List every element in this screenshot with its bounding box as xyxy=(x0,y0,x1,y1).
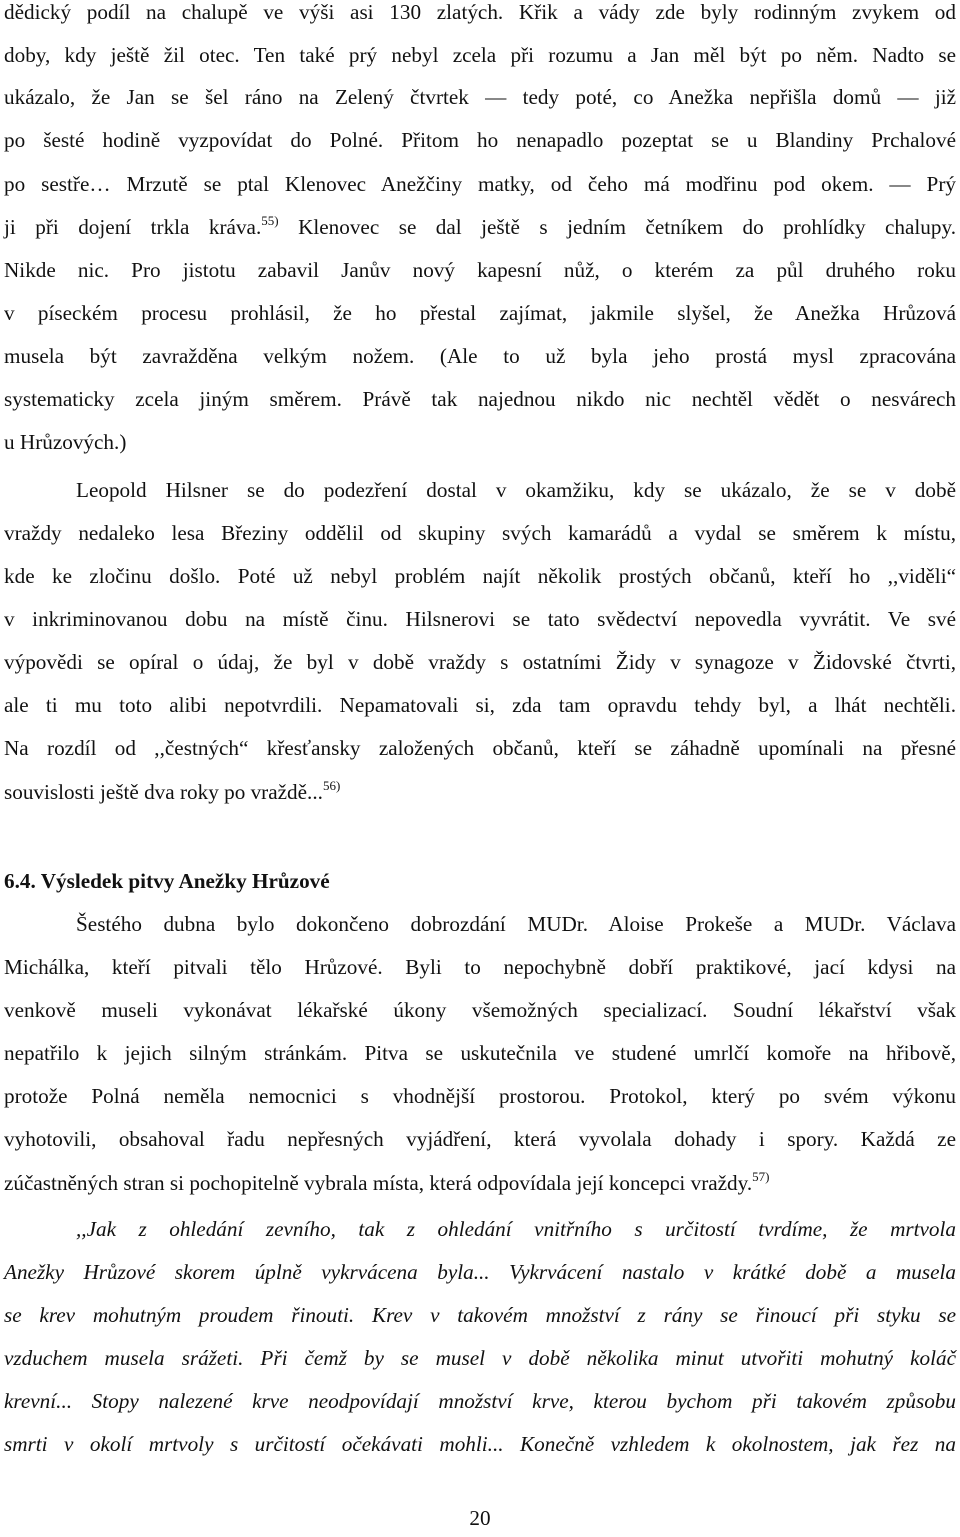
text-line: v inkriminovanou dobu na místě činu. Hilsnerovi se tato svědectví nepovedla vyvrátit. Ve své xyxy=(4,607,956,631)
text-line: ale ti mu toto alibi nepotvrdili. Nepamatovali si, zda tam opravdu tehdy byl, a lhát nechtěli. xyxy=(4,693,956,717)
text-line-with-footnote xyxy=(4,777,956,807)
quote-line: Anežky Hrůzové skorem úplně vykrvácena byla... Vykrvácení nastalo v krátké době a musela xyxy=(4,1260,956,1284)
quote-line: ,,Jak z ohledání zevního, tak z ohledání vnitřního s určitostí tvrdíme, že mrtvola xyxy=(76,1217,956,1241)
text-line: protože Polná neměla nemocnici s vhodnější prostorou. Protokol, který po svém výkonu xyxy=(4,1084,956,1108)
quote-line: vzduchem musela srážeti. Při čemž by se musel v době několika minut utvořiti mohutný koláč xyxy=(4,1346,956,1370)
quote-line: se krev mohutným proudem řinouti. Krev v takovém množství z rány se řinoucí při styku se xyxy=(4,1303,956,1327)
text-line: dědický podíl na chalupě ve výši asi 130 zlatých. Křik a vády zde byly rodinným zvykem od xyxy=(4,0,956,24)
text-fragment: souvislosti ještě dva roky po vraždě... xyxy=(4,780,323,804)
text-line: Nikde nic. Pro jistotu zabavil Janův nový kapesní nůž, o kterém za půl druhého roku xyxy=(4,258,956,282)
text-line: vraždy nedaleko lesa Březiny oddělil od skupiny svých kamarádů a vydal se směrem k místu, xyxy=(4,521,956,545)
section-title: Výsledek pitvy Anežky Hrůzové xyxy=(40,869,330,893)
text-line: Na rozdíl od ,,čestných“ křesťansky založených občanů, kteří se záhadně upomínali na přesné xyxy=(4,736,956,760)
text-line: Šestého dubna bylo dokončeno dobrozdání MUDr. Aloise Prokeše a MUDr. Václava xyxy=(76,912,956,936)
quote-line: krevní... Stopy nalezené krve neodpovídají množství krve, kterou bychom při takovém způsobu xyxy=(4,1389,956,1413)
text-line: Leopold Hilsner se do podezření dostal v okamžiku, kdy se ukázalo, že se v době xyxy=(76,478,956,502)
text-line: ukázalo, že Jan se šel ráno na Zelený čtvrtek — tedy poté, co Anežka nepřišla domů — již xyxy=(4,85,956,109)
text-fragment: Klenovec se dal ještě s jedním četníkem do prohlídky chalupy. xyxy=(278,215,956,239)
text-line: v píseckém procesu prohlásil, že ho přestal zajímat, jakmile slyšel, že Anežka Hrůzová xyxy=(4,301,956,325)
text-line: doby, kdy ještě žil otec. Ten také prý nebyl zcela při rozumu a Jan měl být po něm. Nadto se xyxy=(4,43,956,67)
text-line: nepatřilo k jejich silným stránkám. Pitva se uskutečnila ve studené umrlčí komoře na hřibově, xyxy=(4,1041,956,1065)
text-line: u Hrůzových.) xyxy=(4,430,127,454)
text-line: systematicky zcela jiným směrem. Právě tak najednou nikdo nic nechtěl vědět o nesvárech xyxy=(4,387,956,411)
text-line: musela být zavražděna velkým nožem. (Ale to už byla jeho prostá mysl zpracována xyxy=(4,344,956,368)
quote-line: smrti v okolí mrtvoly s určitostí očekávati mohli... Konečně vzhledem k okolnostem, jak řez na xyxy=(4,1432,956,1456)
text-line-with-footnote xyxy=(4,212,956,242)
footnote-marker: 56) xyxy=(322,778,341,793)
text-line: po sestře… Mrzutě se ptal Klenovec Anežčiny matky, od čeho má modřinu pod okem. — Prý xyxy=(4,172,956,196)
text-fragment: ji při dojení trkla kráva. xyxy=(4,215,262,239)
page-number: 20 xyxy=(469,1506,491,1530)
footnote-marker: 57) xyxy=(752,1169,770,1184)
text-line: výpovědi se opíral o údaj, že byl v době vraždy s ostatními Židy v synagoze v Židovské čtvrti, xyxy=(4,650,956,674)
text-line: po šesté hodině vyzpovídat do Polné. Přitom ho nenapadlo pozeptat se u Blandiny Prchalové xyxy=(4,128,956,152)
text-fragment: zúčastněných stran si pochopitelně vybrala místa, která odpovídala její koncepci vraždy. xyxy=(4,1171,753,1195)
text-line: kde ke zločinu došlo. Poté už nebyl problém najít několik prostých občanů, kteří ho ,,viděli“ xyxy=(4,564,956,588)
footnote-marker: 55) xyxy=(261,213,279,228)
text-line-with-footnote xyxy=(4,1168,956,1198)
section-number: 6.4. xyxy=(4,869,36,893)
text-line: venkově museli vykonávat lékařské úkony všemožných specializací. Soudní lékařství však xyxy=(4,998,956,1022)
text-line: vyhotovili, obsahoval řadu nepřesných vyjádření, která vyvolala dohady i spory. Každá ze xyxy=(4,1127,956,1151)
section-heading xyxy=(4,866,956,896)
text-line: Michálka, kteří pitvali tělo Hrůzové. Byli to nepochybně dobří praktikové, jací kdysi na xyxy=(4,955,956,979)
